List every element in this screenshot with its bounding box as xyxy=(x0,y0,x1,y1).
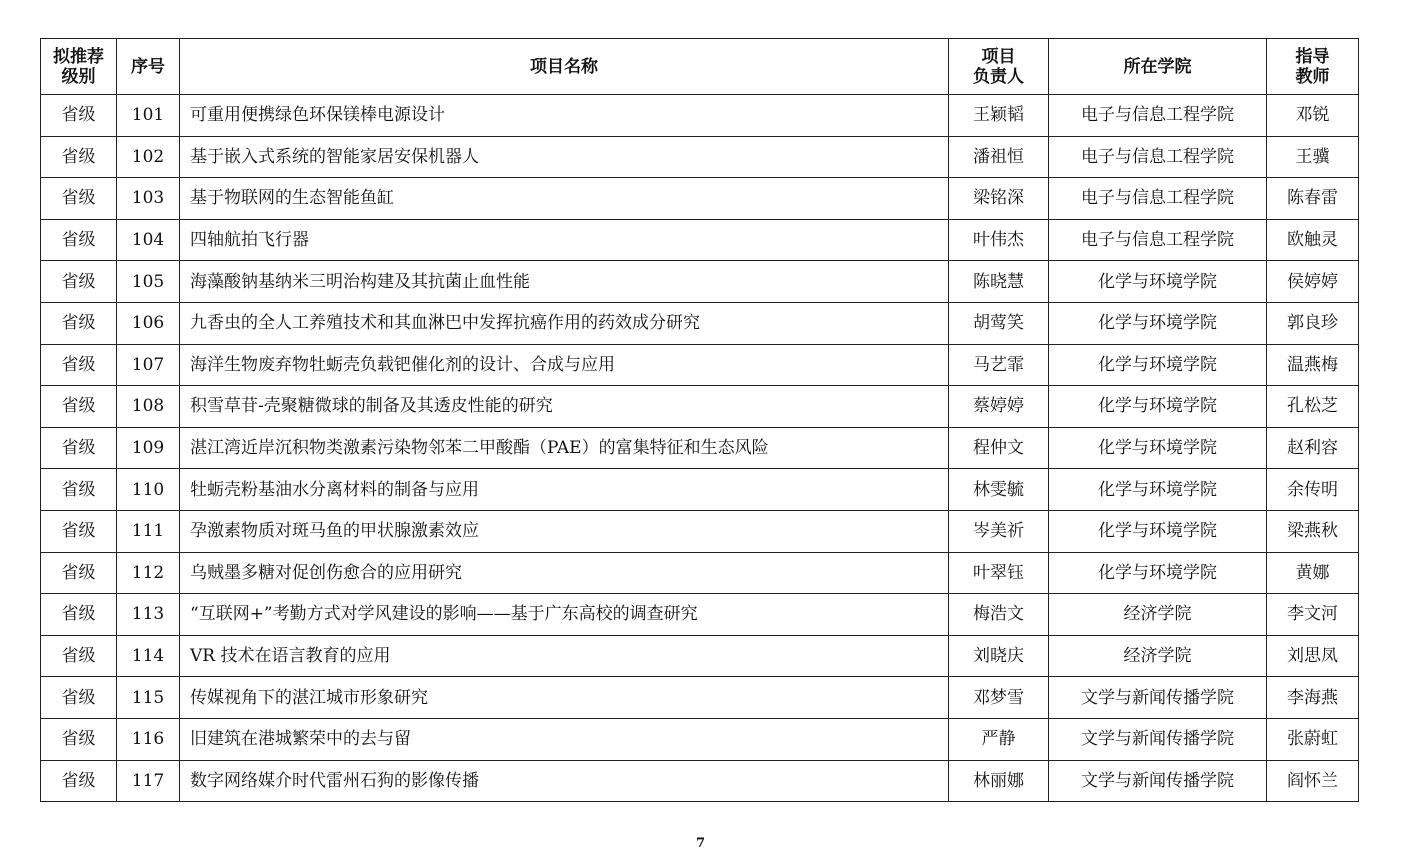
cell-level: 省级 xyxy=(41,760,117,802)
cell-project-name: 积雪草苷-壳聚糖微球的制备及其透皮性能的研究 xyxy=(180,386,949,428)
cell-advisor: 陈春雷 xyxy=(1267,178,1359,220)
cell-leader: 程仲文 xyxy=(949,427,1049,469)
cell-college: 化学与环境学院 xyxy=(1049,344,1267,386)
cell-index: 101 xyxy=(117,95,180,137)
cell-college: 化学与环境学院 xyxy=(1049,302,1267,344)
cell-leader: 王颖韬 xyxy=(949,95,1049,137)
cell-project-name: 旧建筑在港城繁荣中的去与留 xyxy=(180,718,949,760)
cell-project-name: 孕激素物质对斑马鱼的甲状腺激素效应 xyxy=(180,510,949,552)
table-row xyxy=(41,635,1359,677)
page-number: 7 xyxy=(695,836,706,851)
cell-index: 114 xyxy=(117,635,180,677)
cell-leader: 叶翠钰 xyxy=(949,552,1049,594)
cell-level: 省级 xyxy=(41,677,117,719)
table-row xyxy=(41,386,1359,428)
cell-index: 106 xyxy=(117,302,180,344)
cell-project-name: VR 技术在语言教育的应用 xyxy=(180,635,949,677)
cell-level: 省级 xyxy=(41,261,117,303)
cell-project-name: 九香虫的全人工养殖技术和其血淋巴中发挥抗癌作用的药效成分研究 xyxy=(180,302,949,344)
cell-index: 108 xyxy=(117,386,180,428)
cell-advisor: 刘思凤 xyxy=(1267,635,1359,677)
table-row xyxy=(41,594,1359,636)
cell-level: 省级 xyxy=(41,510,117,552)
cell-college: 化学与环境学院 xyxy=(1049,427,1267,469)
table-row xyxy=(41,760,1359,802)
cell-project-name: 基于物联网的生态智能鱼缸 xyxy=(180,178,949,220)
cell-leader: 林丽娜 xyxy=(949,760,1049,802)
cell-leader: 马艺霏 xyxy=(949,344,1049,386)
cell-college: 文学与新闻传播学院 xyxy=(1049,760,1267,802)
cell-index: 112 xyxy=(117,552,180,594)
cell-leader: 林雯毓 xyxy=(949,469,1049,511)
cell-index: 102 xyxy=(117,136,180,178)
cell-college: 化学与环境学院 xyxy=(1049,261,1267,303)
cell-advisor: 余传明 xyxy=(1267,469,1359,511)
cell-advisor: 欧触灵 xyxy=(1267,219,1359,261)
table-row xyxy=(41,178,1359,220)
cell-level: 省级 xyxy=(41,95,117,137)
cell-level: 省级 xyxy=(41,386,117,428)
table-row xyxy=(41,718,1359,760)
cell-college: 经济学院 xyxy=(1049,594,1267,636)
header-project-name: 项目名称 xyxy=(180,39,949,95)
cell-leader: 蔡婷婷 xyxy=(949,386,1049,428)
cell-leader: 梁铭深 xyxy=(949,178,1049,220)
cell-advisor: 阎怀兰 xyxy=(1267,760,1359,802)
cell-index: 105 xyxy=(117,261,180,303)
cell-index: 116 xyxy=(117,718,180,760)
project-table xyxy=(40,38,1359,802)
cell-level: 省级 xyxy=(41,178,117,220)
cell-index: 103 xyxy=(117,178,180,220)
cell-level: 省级 xyxy=(41,302,117,344)
header-leader: 项目 负责人 xyxy=(949,39,1049,95)
table-row xyxy=(41,677,1359,719)
cell-level: 省级 xyxy=(41,136,117,178)
cell-college: 电子与信息工程学院 xyxy=(1049,136,1267,178)
header-level: 拟推荐 级别 xyxy=(41,39,117,95)
cell-advisor: 赵利容 xyxy=(1267,427,1359,469)
cell-advisor: 郭良珍 xyxy=(1267,302,1359,344)
cell-college: 化学与环境学院 xyxy=(1049,386,1267,428)
cell-project-name: 数字网络媒介时代雷州石狗的影像传播 xyxy=(180,760,949,802)
cell-advisor: 李海燕 xyxy=(1267,677,1359,719)
cell-advisor: 邓锐 xyxy=(1267,95,1359,137)
cell-leader: 邓梦雪 xyxy=(949,677,1049,719)
header-college: 所在学院 xyxy=(1049,39,1267,95)
cell-leader: 梅浩文 xyxy=(949,594,1049,636)
cell-project-name: 湛江湾近岸沉积物类激素污染物邻苯二甲酸酯（PAE）的富集特征和生态风险 xyxy=(180,427,949,469)
cell-college: 文学与新闻传播学院 xyxy=(1049,677,1267,719)
cell-project-name: 海藻酸钠基纳米三明治构建及其抗菌止血性能 xyxy=(180,261,949,303)
table-row xyxy=(41,510,1359,552)
table-row xyxy=(41,552,1359,594)
cell-project-name: 可重用便携绿色环保镁棒电源设计 xyxy=(180,95,949,137)
cell-project-name: 牡蛎壳粉基油水分离材料的制备与应用 xyxy=(180,469,949,511)
table-header-row xyxy=(41,39,1359,95)
project-table-container xyxy=(40,38,1358,802)
cell-level: 省级 xyxy=(41,427,117,469)
cell-leader: 胡莺笑 xyxy=(949,302,1049,344)
table-row xyxy=(41,302,1359,344)
cell-leader: 刘晓庆 xyxy=(949,635,1049,677)
cell-leader: 岑美祈 xyxy=(949,510,1049,552)
cell-level: 省级 xyxy=(41,469,117,511)
cell-index: 110 xyxy=(117,469,180,511)
cell-index: 104 xyxy=(117,219,180,261)
table-row xyxy=(41,344,1359,386)
cell-level: 省级 xyxy=(41,594,117,636)
cell-level: 省级 xyxy=(41,219,117,261)
cell-college: 文学与新闻传播学院 xyxy=(1049,718,1267,760)
cell-level: 省级 xyxy=(41,635,117,677)
cell-college: 化学与环境学院 xyxy=(1049,552,1267,594)
cell-leader: 陈晓慧 xyxy=(949,261,1049,303)
cell-college: 电子与信息工程学院 xyxy=(1049,95,1267,137)
header-index: 序号 xyxy=(117,39,180,95)
cell-index: 107 xyxy=(117,344,180,386)
cell-advisor: 张蔚虹 xyxy=(1267,718,1359,760)
cell-advisor: 黄娜 xyxy=(1267,552,1359,594)
cell-project-name: 基于嵌入式系统的智能家居安保机器人 xyxy=(180,136,949,178)
cell-index: 117 xyxy=(117,760,180,802)
cell-index: 109 xyxy=(117,427,180,469)
cell-project-name: 乌贼墨多糖对促创伤愈合的应用研究 xyxy=(180,552,949,594)
table-row xyxy=(41,427,1359,469)
cell-advisor: 侯婷婷 xyxy=(1267,261,1359,303)
cell-advisor: 孔松芝 xyxy=(1267,386,1359,428)
cell-index: 115 xyxy=(117,677,180,719)
cell-advisor: 温燕梅 xyxy=(1267,344,1359,386)
cell-leader: 严静 xyxy=(949,718,1049,760)
cell-level: 省级 xyxy=(41,718,117,760)
cell-college: 化学与环境学院 xyxy=(1049,469,1267,511)
cell-level: 省级 xyxy=(41,552,117,594)
cell-leader: 潘祖恒 xyxy=(949,136,1049,178)
cell-college: 经济学院 xyxy=(1049,635,1267,677)
cell-college: 化学与环境学院 xyxy=(1049,510,1267,552)
cell-index: 113 xyxy=(117,594,180,636)
cell-advisor: 王骥 xyxy=(1267,136,1359,178)
cell-advisor: 梁燕秋 xyxy=(1267,510,1359,552)
cell-level: 省级 xyxy=(41,344,117,386)
cell-project-name: 海洋生物废弃物牡蛎壳负载钯催化剂的设计、合成与应用 xyxy=(180,344,949,386)
table-row xyxy=(41,469,1359,511)
cell-leader: 叶伟杰 xyxy=(949,219,1049,261)
header-advisor: 指导 教师 xyxy=(1267,39,1359,95)
cell-college: 电子与信息工程学院 xyxy=(1049,178,1267,220)
table-row xyxy=(41,136,1359,178)
cell-index: 111 xyxy=(117,510,180,552)
cell-project-name: “互联网+”考勤方式对学风建设的影响——基于广东高校的调查研究 xyxy=(180,594,949,636)
table-row xyxy=(41,95,1359,137)
cell-project-name: 四轴航拍飞行器 xyxy=(180,219,949,261)
cell-advisor: 李文河 xyxy=(1267,594,1359,636)
cell-project-name: 传媒视角下的湛江城市形象研究 xyxy=(180,677,949,719)
cell-college: 电子与信息工程学院 xyxy=(1049,219,1267,261)
table-row xyxy=(41,219,1359,261)
table-row xyxy=(41,261,1359,303)
